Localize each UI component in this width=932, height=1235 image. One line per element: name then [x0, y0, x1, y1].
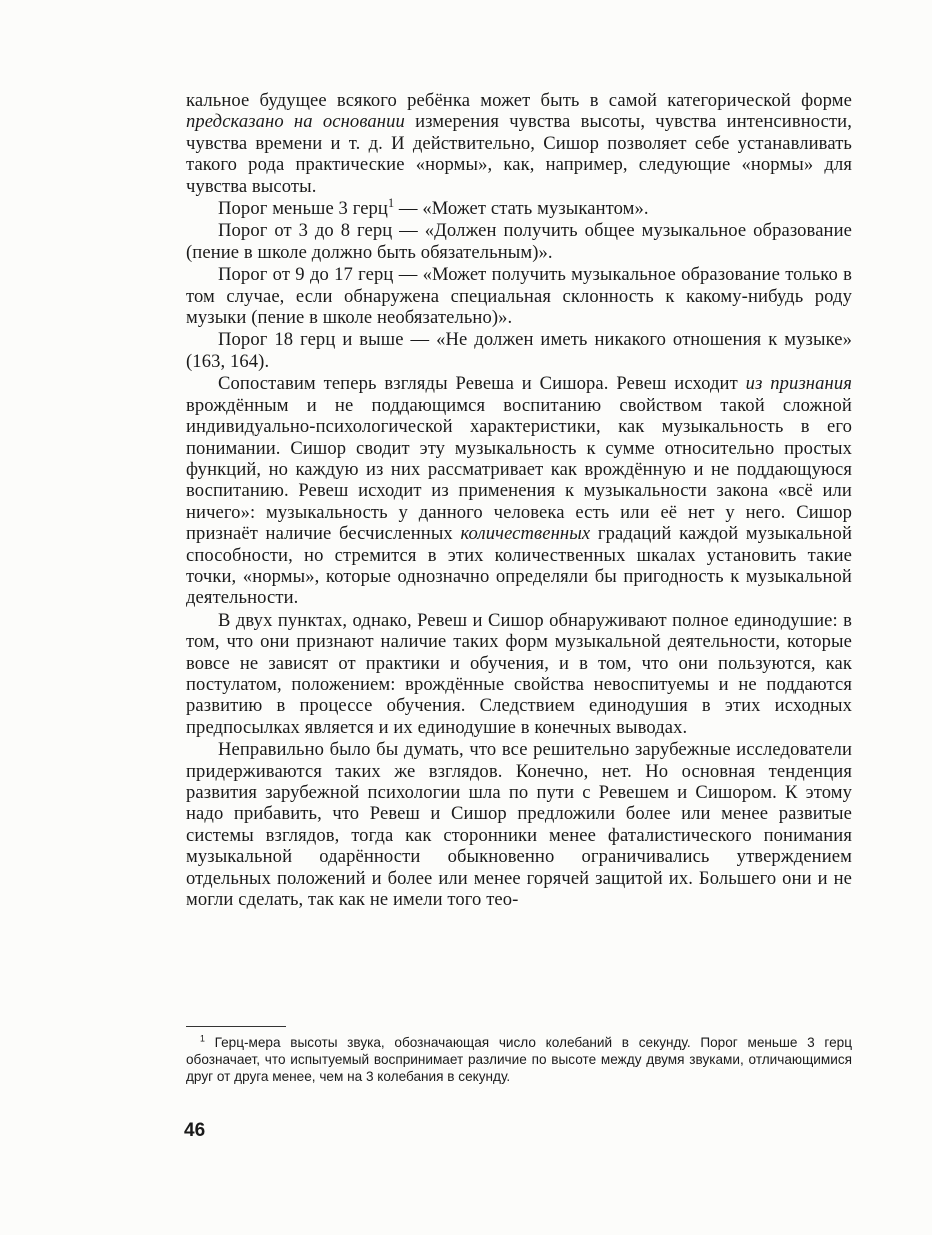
paragraph: [186, 195, 852, 220]
paragraph-text: Порог от 9 до 17 герц — «Может получить музыкальное образование только в том случае, если обнаружена специальная склонность к какому-нибудь роду музыки (пение в школе необязательно)».: [186, 264, 852, 329]
paragraph: [186, 329, 852, 372]
paragraph-text: градаций каждой музыкальной способности, но стремится в этих количественных шкалах установить такие точки, «нормы», которые однозначно определяли бы пригодность к музыкальной деятельности.: [186, 523, 853, 609]
footnote-divider: [186, 1026, 286, 1027]
italic-text: предсказано на основании: [186, 111, 405, 133]
paragraph-text: Порог от 3 до 8 герц — «Должен получить общее музыкальное образование (пение в школе должно быть обязательным)».: [186, 220, 852, 263]
paragraph-text: Порог меньше 3 герц: [218, 198, 388, 220]
paragraph-text: измерения чувства высоты, чувства интенсивности, чувства времени и т. д. И действительно, Сишор позволяет себе устанавливать такого рода практические «нормы», как, например, следующие «нормы» для чувства высоты.: [186, 111, 852, 197]
paragraph-text: — «Может стать музыкантом».: [394, 198, 649, 220]
paragraph: [186, 610, 852, 738]
paragraph: [186, 220, 852, 263]
paragraph-text: В двух пунктах, однако, Ревеш и Сишор обнаруживают полное единодушие: в том, что они признают наличие таких форм музыкальной деятельности, которые вовсе не зависят от практики и обучения, и в том, что они пользуются, как постулатом, положением: врождённые свойства невоспитуемы и не поддаются развитию в процессе обучения. Следствием единодушия в этих исходных предпосылках является и их единодушие в конечных выводах.: [186, 609, 852, 738]
paragraph-text: Неправильно было бы думать, что все решительно зарубежные исследователи придерживаются таких же взглядов. Конечно, нет. Но основная тенденция развития зарубежной психологии шла по пути с Ревешем и Сишором. К этому надо прибавить, что Ревеш и Сишор предложили более или менее развитые системы взглядов, тогда как сторонники менее фаталистического понимания музыкальной одарённости обыкновенно ограничивались утверждением отдельных положений и более или менее горячей защитой их. Большего они и не могли сделать, так как не имели того тео-: [186, 739, 852, 911]
main-text-block: [186, 90, 852, 910]
italic-text: количественных: [460, 523, 591, 545]
paragraph-text: кальное будущее всякого ребёнка может быть в самой категорической форме: [186, 90, 852, 111]
italic-text: из признания: [745, 373, 852, 395]
paragraph-text: врождённым и не поддающимся воспитанию свойством такой сложной индивидуально-психологической характеристики, как музыкальность в его понимании. Сишор сводит эту музыкальность к сумме относительно простых функций, но каждую из них рассматривает как врождённую и не поддающуюся воспитанию. Ревеш исходит из применения к музыкальности закона «всё или ничего»: музыкальность у данного человека есть или её нет у него. Сишор признаёт наличие бесчисленных: [186, 394, 852, 545]
footnote-marker: 1: [200, 1033, 205, 1044]
paragraph-text: Сопоставим теперь взгляды Ревеша и Сишора. Ревеш исходит: [218, 373, 746, 395]
footnote: [186, 1034, 852, 1085]
footnote-reference: 1: [388, 195, 395, 210]
footnote-text: Герц-мера высоты звука, обозначающая число колебаний в секунду. Порог меньше 3 герц обозначает, что испытуемый воспринимает различие по высоте между двумя звуками, отличающимися друг от друга менее, чем на 3 колебания в секунду.: [186, 1035, 852, 1084]
paragraph: [186, 264, 852, 328]
paragraph: [186, 90, 852, 197]
paragraph-text: Порог 18 герц и выше — «Не должен иметь никакого отношения к музыке» (163, 164).: [186, 329, 852, 372]
paragraph: [186, 373, 852, 608]
paragraph: [186, 739, 852, 910]
page-number: 46: [184, 1120, 206, 1141]
